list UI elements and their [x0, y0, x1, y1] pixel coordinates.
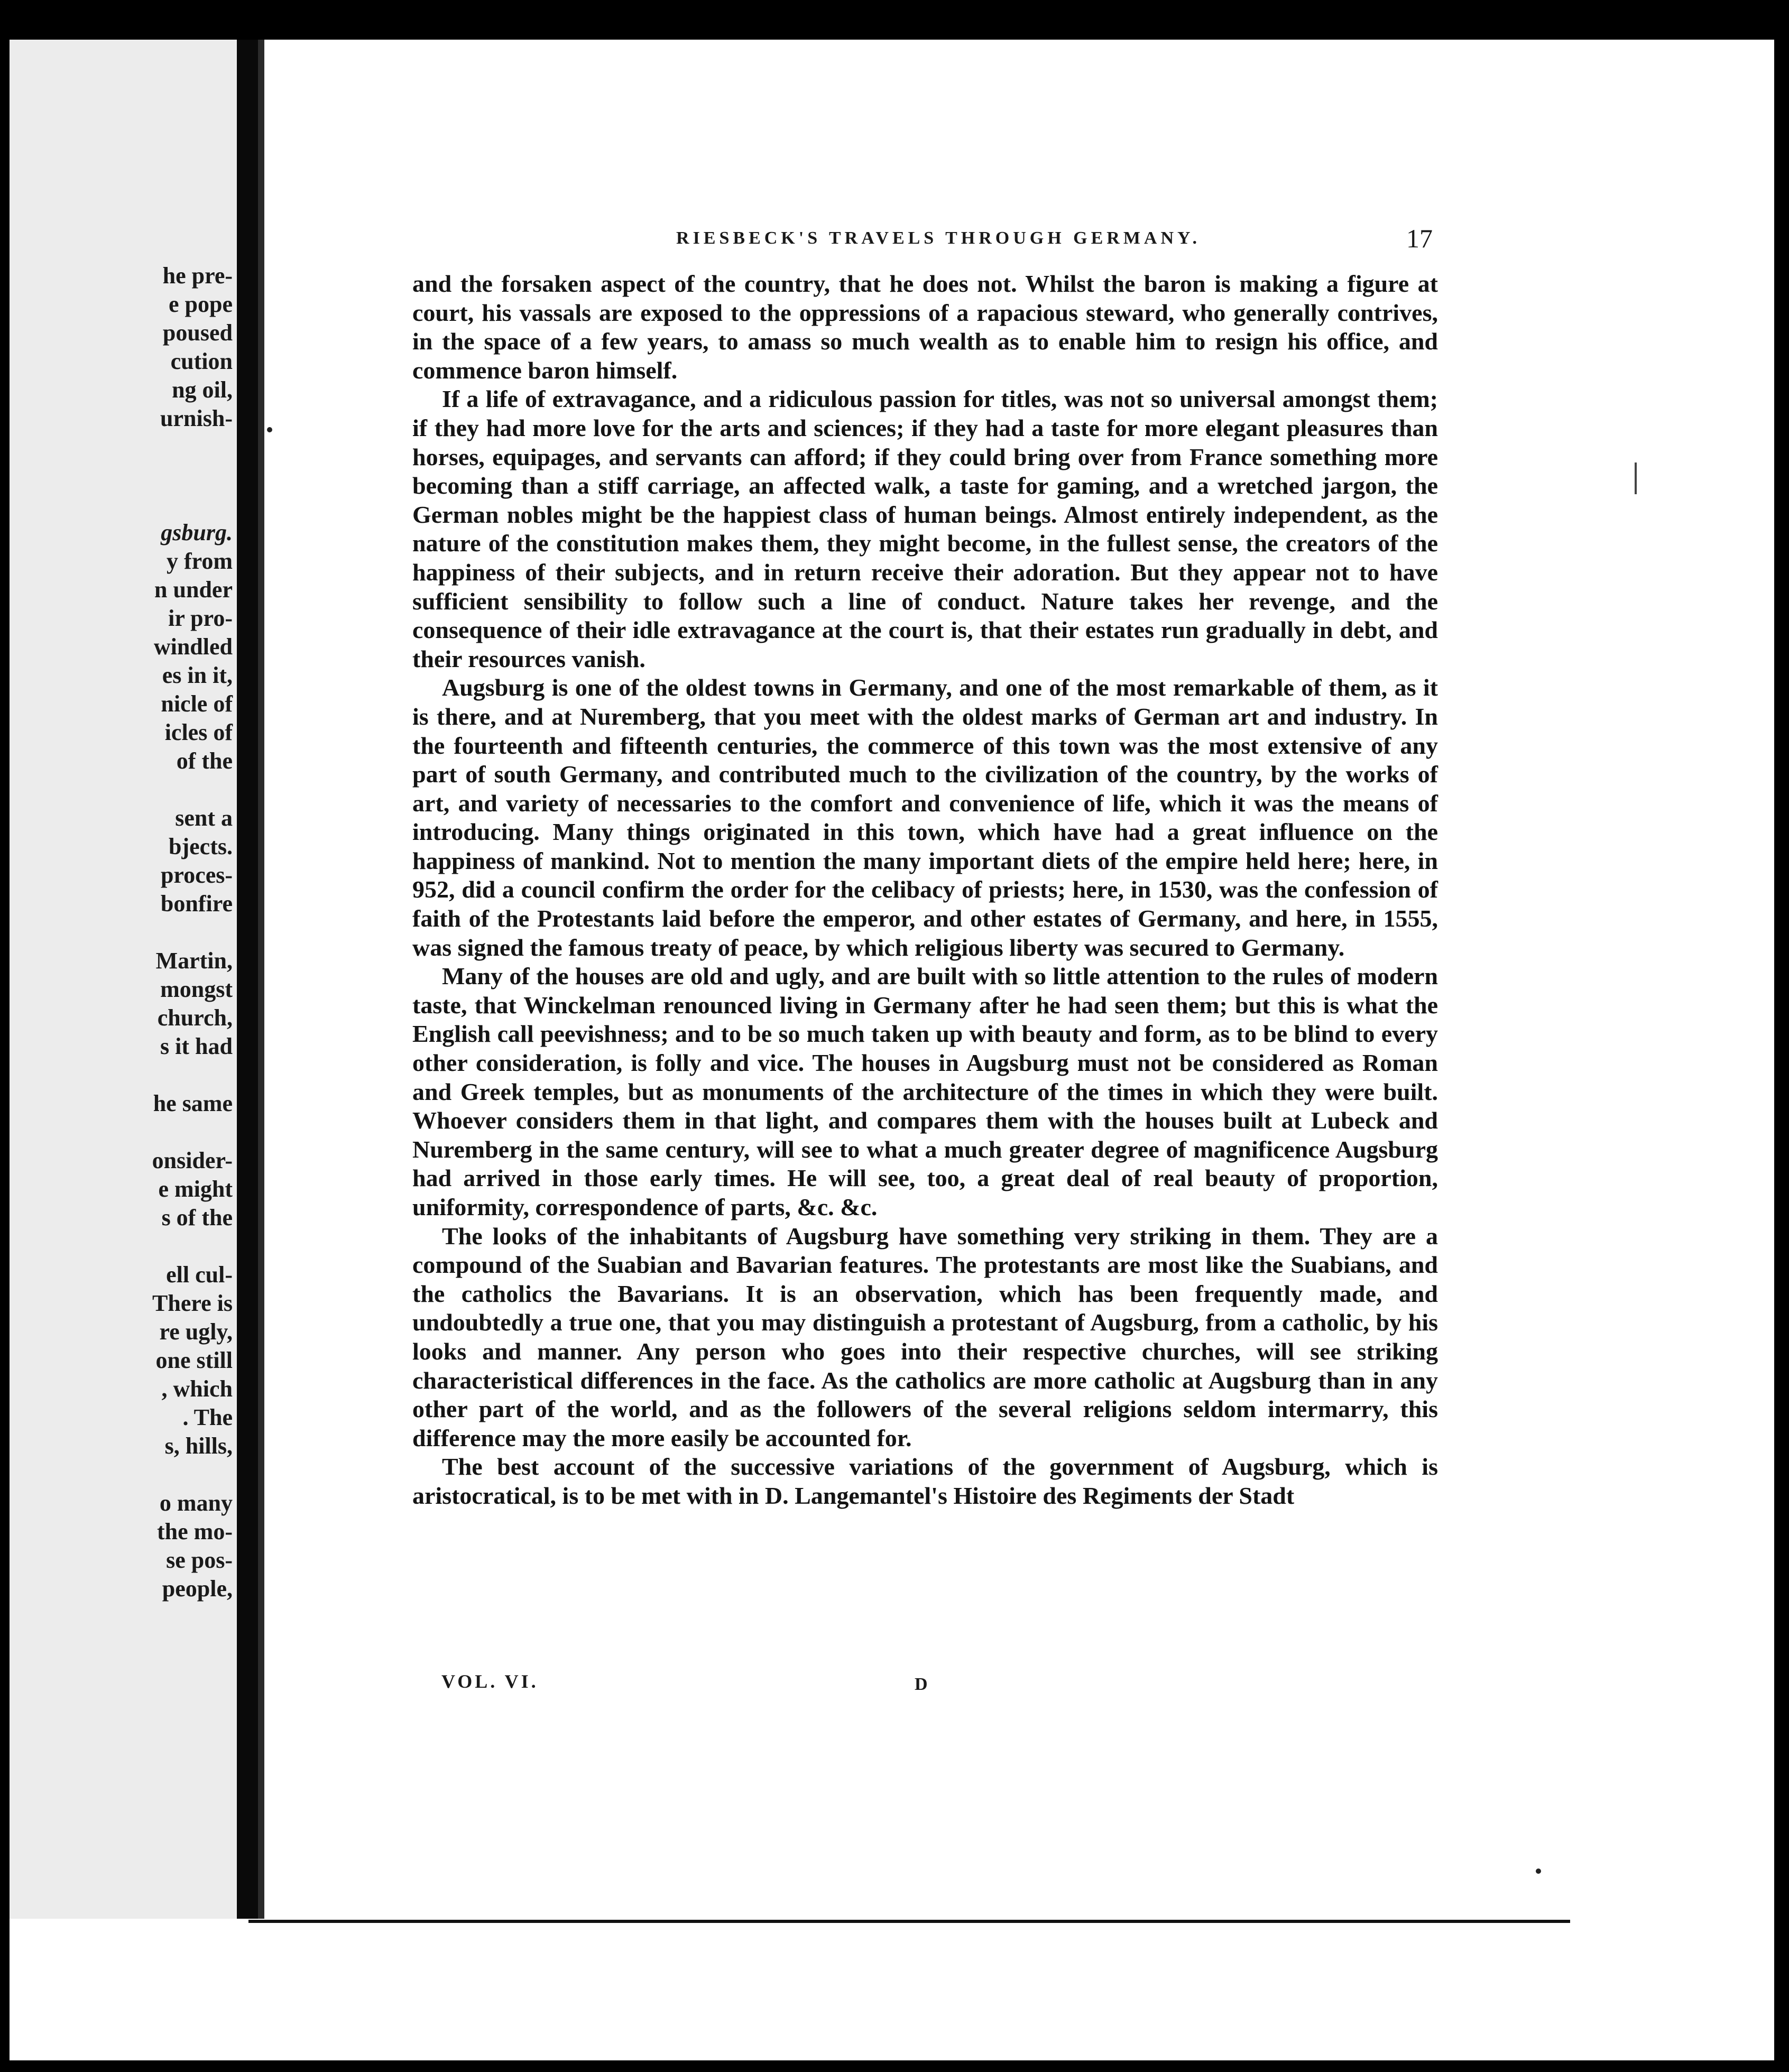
signature-mark: D: [915, 1675, 928, 1694]
fragment-line: e might: [158, 1176, 233, 1202]
paragraph: The best account of the successive variations of the government of Augsburg, which is aristocratical, is to be met with in D. Langemantel's Histoire des Regiments der Stadt: [412, 1453, 1438, 1509]
fragment-line: bonfire: [160, 891, 233, 917]
paragraph: Many of the houses are old and ugly, and are built with so little attention to the rules of modern taste, that Winckelman renounced living in Germany after he had seen them; but this is what the English call peevishness; and to be so much taken up with beauty and form, as to be blind to every other consideration, is folly and vice. The houses in Augsburg must not be considered as Roman and Greek temples, but as monuments of the architecture of the times in which they were built. Whoever considers them in that light, and compares them with the houses built at Lubeck and Nuremberg in the same century, will see to what a much greater degree of magnificence Augsburg had arrived in those early times. He will see, too, a great deal of real beauty of proportion, uniformity, correspondence of parts, &c. &c.: [412, 963, 1438, 1220]
scan-border-left: [0, 0, 10, 2072]
scan-bottom-margin: [10, 1919, 1774, 2060]
fragment-gap: [42, 775, 233, 804]
fragment-line: e pope: [169, 291, 233, 317]
fragment-line: he pre-: [162, 263, 233, 289]
fragment-line: . The: [182, 1404, 233, 1430]
running-head: RIESBECK'S TRAVELS THROUGH GERMANY.: [676, 228, 1201, 248]
fragment-line: icles of: [164, 719, 233, 745]
page-bottom-edge: [248, 1920, 1570, 1923]
facing-page-fragments: [42, 262, 233, 1603]
fragment-gap: [42, 1232, 233, 1261]
fragment-line: n under: [154, 577, 233, 603]
fragment-gap: [42, 1460, 233, 1489]
paragraph: The looks of the inhabitants of Augsburg have something very striking in them. They are a compound of the Suabian and Bavarian features. The protestants are most like the Suabians, and the catholics the Bavarians. It is an observation, which has been frequently made, and undoubtedly a true one, that you may distinguish a protestant of Augsburg, from a catholic, by his looks and manner. Any person who goes into their respective churches, will see striking characteristical differences in the face. As the catholics are more catholic at Augsburg than in any other part of the world, and as the followers of the several religions seldom intermarry, this difference may the more easily be accounted for.: [412, 1222, 1438, 1451]
page-number: 17: [1406, 224, 1433, 253]
fragment-line: y from: [166, 548, 233, 574]
facing-page-left: [10, 40, 242, 1919]
fragment-line: the mo-: [157, 1519, 233, 1544]
fragment-line: Martin,: [155, 948, 233, 974]
fragment-line: ng oil,: [172, 377, 233, 403]
fragment-line: bjects.: [169, 834, 233, 859]
fragment-line: one still: [155, 1347, 233, 1373]
fragment-gap: [42, 433, 233, 461]
fragment-gap: [42, 1118, 233, 1146]
fragment-line: church,: [157, 1005, 233, 1031]
margin-mark: [1635, 462, 1637, 494]
fragment-gap: [42, 490, 233, 519]
fragment-line: sent a: [175, 805, 233, 831]
fragment-line: se pos-: [166, 1547, 233, 1573]
fragment-line: onsider-: [152, 1148, 233, 1173]
fragment-gap: [42, 461, 233, 490]
fragment-line: ir pro-: [168, 605, 233, 631]
paragraph: Augsburg is one of the oldest towns in Germany, and one of the most remarkable of them, as it is there, and at Nuremberg, that you meet with the oldest marks of German art and industry. In the fourteenth and fifteenth centuries, the commerce of this town was the most extensive of any part of south Germany, and contributed much to the civilization of the country, by the works of art, and variety of necessaries to the comfort and convenience of life, which it was the means of introducing. Many things originated in this town, which have had a great influence on the happiness of mankind. Not to mention the many important diets of the empire held here; here, in 952, did a council confirm the order for the celibacy of priests; here, in 1530, was the confession of faith of the Protestants laid before the emperor, and other estates of Germany, and here, in 1555, was signed the famous treaty of peace, by which religious liberty was secured to Germany.: [412, 674, 1438, 961]
fragment-line: he same: [153, 1090, 233, 1116]
volume-footer: VOL. VI.: [441, 1671, 539, 1692]
fragment-line: gsburg.: [161, 520, 233, 545]
ink-speck: [1536, 1868, 1541, 1874]
scan-border-top: [0, 0, 1789, 40]
fragment-line: s of the: [161, 1205, 233, 1231]
paragraph: and the forsaken aspect of the country, that he does not. Whilst the baron is making a figure at court, his vassals are exposed to the oppressions of a rapacious steward, who generally contrives, in the space of a few years, to amass so much wealth as to enable him to resign his office, and commence baron himself.: [412, 270, 1438, 384]
fragment-line: windled: [153, 634, 233, 660]
fragment-line: re ugly,: [159, 1319, 233, 1345]
fragment-gap: [42, 918, 233, 947]
fragment-line: cution: [170, 348, 233, 374]
fragment-line: There is: [152, 1290, 233, 1316]
fragment-line: es in it,: [162, 662, 233, 688]
fragment-line: poused: [162, 320, 233, 346]
fragment-line: nicle of: [161, 691, 233, 717]
fragment-line: proces-: [160, 862, 233, 888]
fragment-line: people,: [162, 1576, 233, 1602]
fragment-line: , which: [161, 1376, 233, 1402]
book-gutter-edge: [258, 40, 264, 1927]
fragment-gap: [42, 1061, 233, 1089]
ink-speck: [267, 427, 272, 432]
scan-border-right: [1774, 0, 1789, 2072]
fragment-line: ell cul-: [166, 1262, 233, 1288]
fragment-line: s, hills,: [164, 1433, 233, 1459]
book-gutter: [237, 40, 258, 1927]
body-text: [412, 270, 1438, 1511]
fragment-line: of the: [176, 748, 233, 774]
fragment-line: o many: [159, 1490, 233, 1516]
fragment-line: s it had: [160, 1033, 233, 1059]
scan-border-bottom: [0, 2060, 1789, 2072]
fragment-line: mongst: [160, 976, 233, 1002]
paragraph: If a life of extravagance, and a ridiculous passion for titles, was not so universal amongst them; if they had more love for the arts and sciences; if they had a taste for more elegant pleasures than horses, equipages, and servants can afford; if they could bring over from France something more becoming than a stiff carriage, an affected walk, a taste for gaming, and a wretched jargon, the German nobles might be the happiest class of human beings. Almost entirely independent, as the nature of the constitution makes them, they might become, in the fullest sense, the creators of the happiness of their subjects, and in return receive their adoration. But they appear not to have sufficient sensibility to follow such a line of conduct. Nature takes her revenge, and the consequence of their idle extravagance at the court is, that their estates run gradually in debt, and their resources vanish.: [412, 385, 1438, 672]
fragment-line: urnish-: [160, 405, 233, 431]
